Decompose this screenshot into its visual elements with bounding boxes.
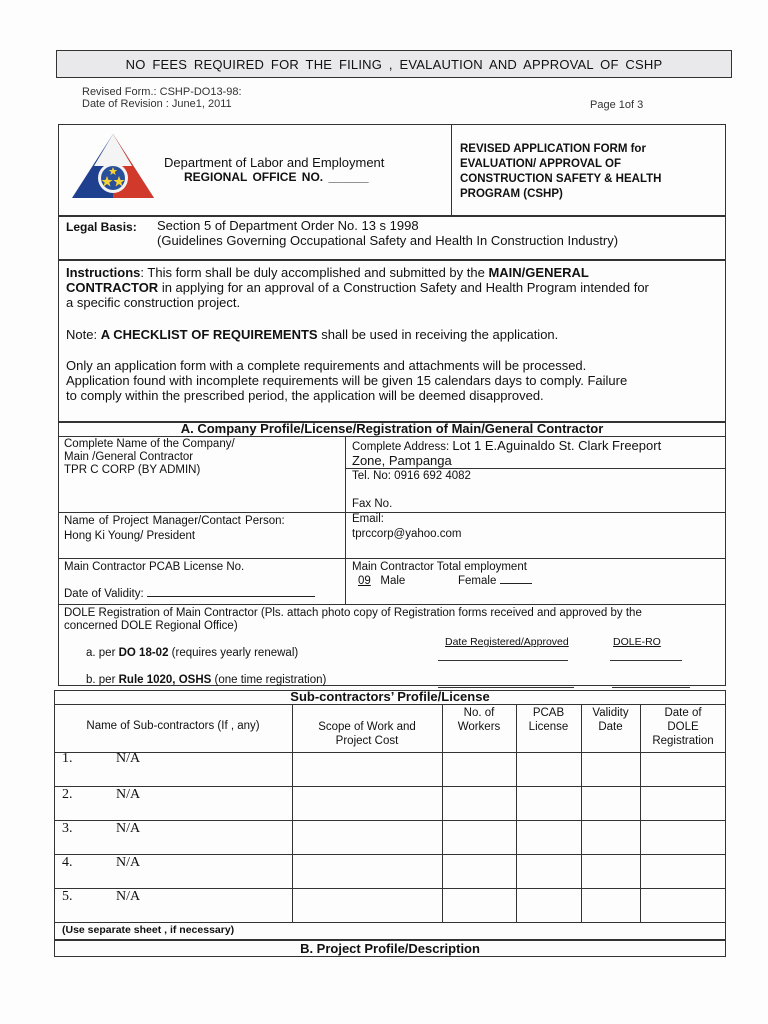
employment-male: 09 Male [358,575,406,587]
section-b-title: B. Project Profile/Description [300,941,480,956]
legal-basis-line1: Section 5 of Department Order No. 13 s 1998 [157,218,419,233]
dole-ro-header: DOLE-RO [613,636,661,648]
checklist-note: Note: A CHECKLIST OF REQUIREMENTS shall be used in receiving the application. [66,327,559,342]
validity-date-field: Date of Validity: [64,588,315,600]
fees-banner: NO FEES REQUIRED FOR THE FILING , EVALAUTION AND APPROVAL OF CSHP [56,50,732,78]
section-a-title: A. Company Profile/License/Registration of Main/General Contractor [180,421,604,436]
date-registered-header: Date Registered/Approved [445,636,569,648]
email-label: Email: [352,513,384,525]
col-header-dole: Date of DOLE Registration [652,707,714,747]
revised-form-label: Revised Form.: CSHP-DO13-98: [82,86,242,98]
revision-date-label: Date of Revision : June1, 2011 [82,98,232,110]
dole-registration-label: DOLE Registration of Main Contractor (Pls. attach photo copy of Registration forms received and approved by the concerned DOLE Regional Office) [64,607,642,632]
project-manager-label: Name of Project Manager/Contact Person: [64,515,285,527]
subcontractors-title: Sub-contractors’ Profile/License [290,689,490,704]
agency-name: Department of Labor and Employment [164,155,385,170]
dole-logo-icon [70,132,156,200]
col-header-validity: Validity Date [592,707,629,733]
completeness-note-1: Only an application form with a complete requirements and attachments will be processed. [66,358,587,373]
fax-field: Fax No. [352,498,393,510]
company-name-label: Complete Name of the Company/ Main /General Contractor [64,438,235,463]
completeness-note-3: to comply within the prescribed period, the application will be deemed disapproved. [66,388,544,403]
company-name-value: TPR C CORP (BY ADMIN) [64,464,201,476]
form-title: REVISED APPLICATION FORM for EVALUATION/ APPROVAL OF CONSTRUCTION SAFETY & HEALTH PROGRAM (CSHP) [460,143,662,200]
address-field: Complete Address: Lot 1 E.Aguinaldo St. Clark Freeport [352,438,662,453]
instructions-line1: Instructions: This form shall be duly accomplished and submitted by the MAIN/GENERAL [66,265,589,280]
address-value-line2: Zone, Pampanga [352,453,452,468]
col-header-name: Name of Sub-contractors (If , any) [86,720,260,732]
regional-office-label: REGIONAL OFFICE NO. ______ [184,170,369,184]
telephone-field: Tel. No: 0916 692 4082 [352,470,471,482]
email-value: tprccorp@yahoo.com [352,528,462,540]
employment-label: Main Contractor Total employment [352,561,527,573]
project-manager-value: Hong Ki Young/ President [64,530,196,542]
separate-sheet-note: (Use separate sheet , if necessary) [62,924,235,936]
instructions-line3: a specific construction project. [66,295,241,310]
legal-basis-label: Legal Basis: [66,220,137,234]
completeness-note-2: Application found with incomplete requirements will be given 15 calendars days to comply. Failure [66,373,628,388]
legal-basis-line2: (Guidelines Governing Occupational Safety and Health In Construction Industry) [157,233,619,248]
dole-item-b: b. per Rule 1020, OSHS (one time registration) [86,674,327,686]
col-header-scope: Scope of Work and Project Cost [318,721,416,747]
pcab-license-label: Main Contractor PCAB License No. [64,561,245,573]
col-header-workers: No. of Workers [457,707,501,733]
col-header-pcab: PCAB License [528,707,569,733]
page-number: Page 1of 3 [590,99,644,111]
dole-item-a: a. per DO 18-02 (requires yearly renewal) [86,647,299,659]
instructions-line2: CONTRACTOR in applying for an approval of a Construction Safety and Health Program intended for [66,280,649,295]
employment-female: Female [458,575,532,587]
